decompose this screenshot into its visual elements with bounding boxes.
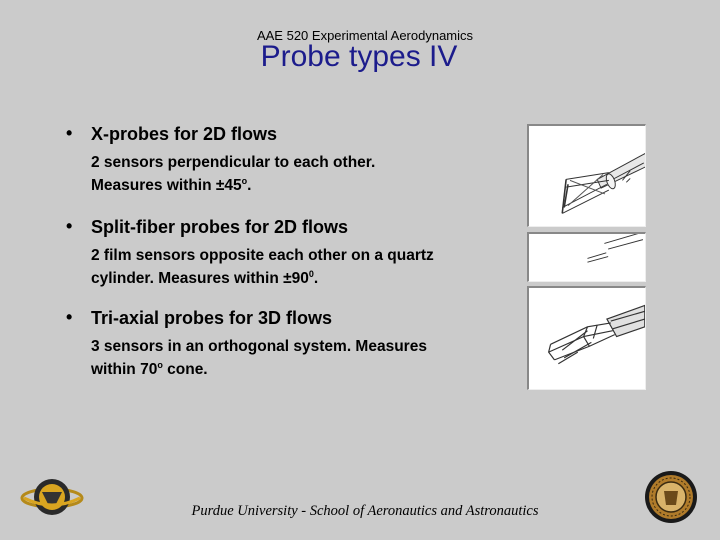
tri-axial-icon	[529, 288, 645, 389]
bullet-heading: Split-fiber probes for 2D flows	[91, 217, 349, 237]
detail-line: 2 sensors perpendicular to each other.	[91, 154, 376, 171]
bullet-heading: Tri-axial probes for 3D flows	[91, 308, 333, 328]
x-probe-figure	[527, 124, 646, 227]
split-fiber-figure	[527, 232, 646, 282]
bullet-heading: X-probes for 2D flows	[91, 124, 278, 144]
bullet-dot-icon: •	[66, 216, 73, 236]
bullet-detail	[91, 337, 511, 379]
course-header: AAE 520 Experimental Aerodynamics	[256, 28, 474, 43]
split-fiber-icon	[529, 234, 645, 281]
detail-line: 3 sensors in an orthogonal system. Measures	[91, 338, 427, 355]
bullet-detail	[91, 246, 511, 288]
detail-line: cylinder. Measures within $\pm 90^0$.	[91, 269, 319, 287]
x-probe-icon	[529, 126, 645, 226]
footer-text: Purdue University - School of Aeronautics and Astronautics	[191, 503, 539, 519]
detail-line: Measures within $\pm 45^o$.	[91, 176, 252, 194]
bullet-detail	[91, 153, 511, 195]
tri-axial-figure	[527, 286, 646, 390]
bullet-dot-icon: •	[66, 307, 73, 327]
detail-line: within 70$^o$ cone.	[91, 360, 208, 378]
slide-title: Probe types IV	[260, 40, 458, 73]
bullet-dot-icon: •	[66, 123, 73, 143]
detail-line: 2 film sensors opposite each other on a quartz	[91, 247, 434, 264]
